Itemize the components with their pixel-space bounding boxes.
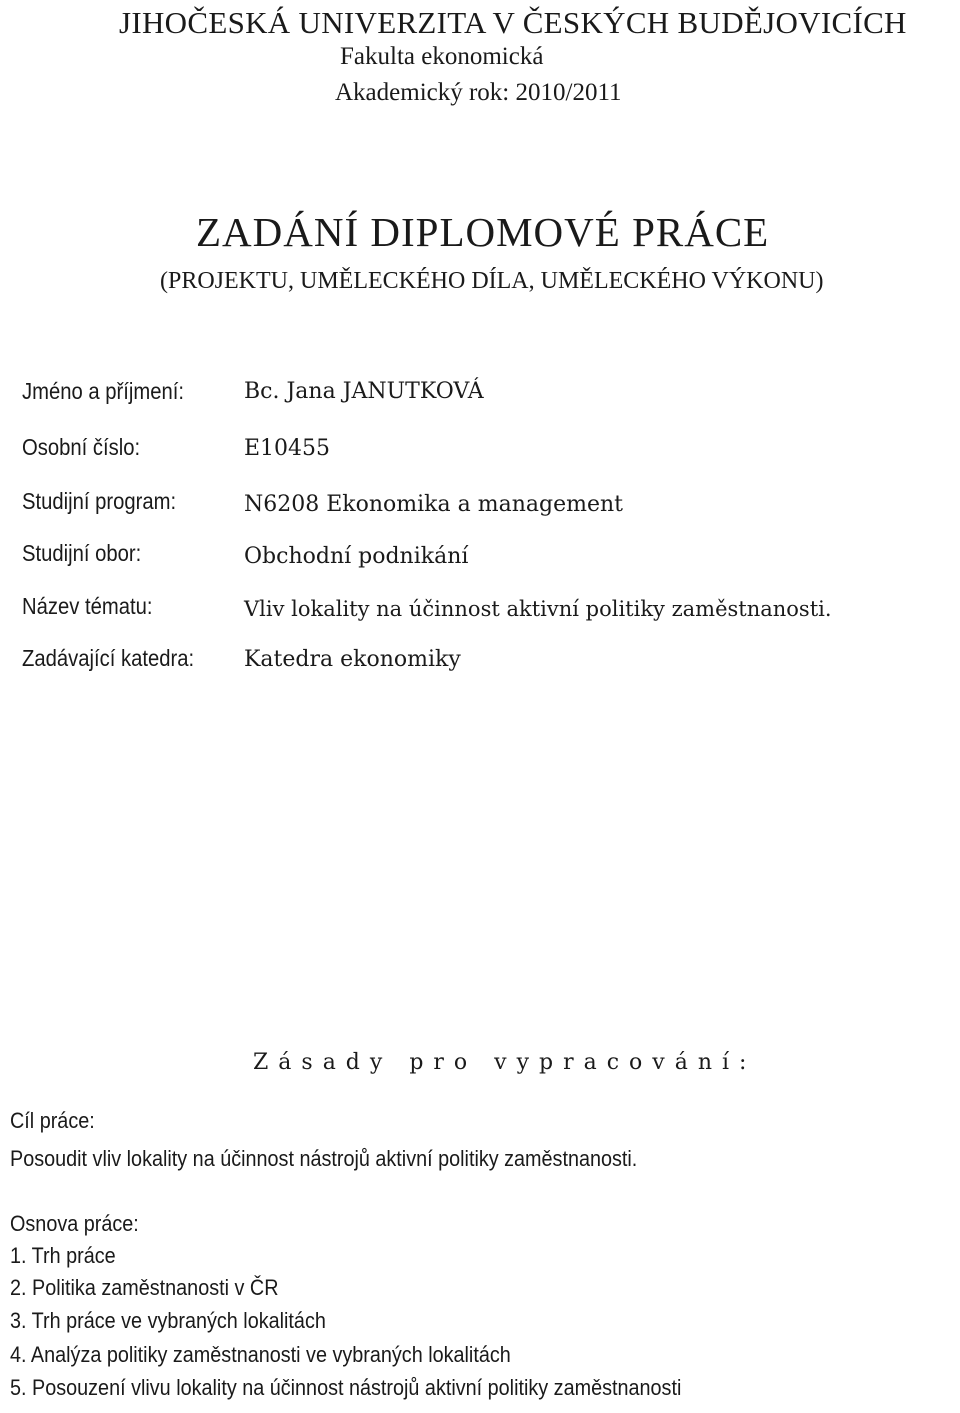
outline-label: Osnova práce: <box>10 1211 139 1236</box>
department-label: Zadávající katedra: <box>22 645 195 671</box>
outline-item: 5. Posouzení vlivu lokality na účinnost nástrojů aktivní politiky zaměstnanosti <box>10 1375 682 1400</box>
topic-label: Název tématu: <box>22 593 153 619</box>
topic-value: Vliv lokality na účinnost aktivní politiky zaměstnanosti. <box>244 597 832 621</box>
goal-label: Cíl práce: <box>10 1108 95 1133</box>
personal-number-label: Osobní číslo: <box>22 434 141 460</box>
study-program-value: N6208 Ekonomika a management <box>244 492 623 517</box>
name-label: Jméno a příjmení: <box>22 378 185 404</box>
study-program-label: Studijní program: <box>22 488 177 514</box>
university-name: JIHOČESKÁ UNIVERZITA V ČESKÝCH BUDĚJOVICÍCH <box>119 5 907 40</box>
outline-item: 3. Trh práce ve vybraných lokalitách <box>10 1308 326 1333</box>
outline-item: 1. Trh práce <box>10 1243 116 1268</box>
document-subtitle: (PROJEKTU, UMĚLECKÉHO DÍLA, UMĚLECKÉHO VÝKONU) <box>160 268 824 294</box>
outline-item: 4. Analýza politiky zaměstnanosti ve vybraných lokalitách <box>10 1342 511 1367</box>
goal-text: Posoudit vliv lokality na účinnost nástrojů aktivní politiky zaměstnanosti. <box>10 1146 638 1171</box>
academic-year: Akademický rok: 2010/2011 <box>335 79 622 106</box>
study-field-value: Obchodní podnikání <box>244 544 469 569</box>
name-value: Bc. Jana JANUTKOVÁ <box>244 379 484 404</box>
outline-item: 2. Politika zaměstnanosti v ČR <box>10 1275 279 1300</box>
principles-heading: Zásady pro vypracování: <box>253 1050 757 1075</box>
personal-number-value: E10455 <box>244 436 331 461</box>
document-title: ZADÁNÍ DIPLOMOVÉ PRÁCE <box>196 209 770 255</box>
study-field-label: Studijní obor: <box>22 540 142 566</box>
department-value: Katedra ekonomiky <box>244 647 461 672</box>
faculty-name: Fakulta ekonomická <box>340 43 544 70</box>
